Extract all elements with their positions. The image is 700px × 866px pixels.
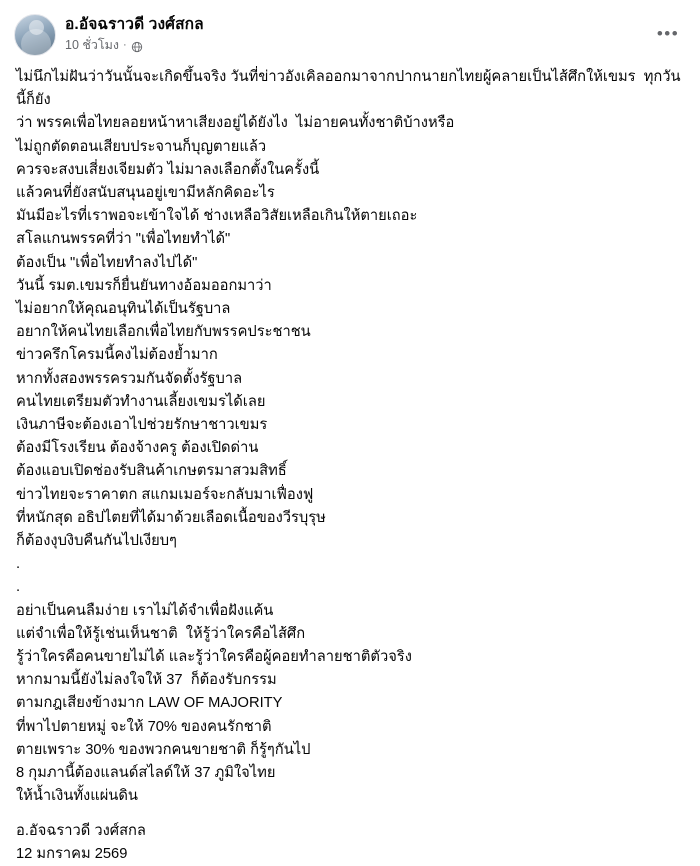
- post-line: ไม่ถูกตัดตอนเสียบประจานก็บุญตายแล้ว: [16, 138, 267, 155]
- post-line: ไม่นึกไม่ฝันว่าวันนั้นจะเกิดขึ้นจริง วันที่ข่าวอังเคิลออกมาจากปากนายกไทยผู้คลายเป็นไส้ศึกให้เขมร ทุกวันนี้ก็ยัง: [16, 69, 681, 109]
- post-line: หากทั้งสองพรรครวมกันจัดตั้งรัฐบาล: [16, 370, 243, 387]
- post-line: ต้องเป็น "เพื่อไทยทำลงไปได้": [16, 254, 198, 271]
- post-line: ต้องแอบเปิดช่องรับสินค้าเกษตรมาสวมสิทธิ์: [16, 463, 287, 480]
- post-line: รู้ว่าใครคือคนขายไม่ได้ และรู้ว่าใครคือผู้คอยทำลายชาติตัวจริง: [16, 649, 412, 666]
- post-line: .: [16, 556, 21, 573]
- post-header: [14, 10, 686, 64]
- post-line: อย่าเป็นคนลืมง่าย เราไม่ได้จำเพื่อฝังแค้น: [16, 602, 274, 619]
- post-line: สโลแกนพรรคที่ว่า "เพื่อไทยทำได้": [16, 231, 231, 248]
- author-name[interactable]: อ.อัจฉราวดี วงศ์สกล: [65, 16, 204, 33]
- post-line: อยากให้คนไทยเลือกเพื่อไทยกับพรรคประชาชน: [16, 324, 311, 341]
- post-date: 12 มกราคม 2569: [16, 845, 128, 862]
- globe-icon: [131, 41, 143, 53]
- post-line: มันมีอะไรที่เราพอจะเข้าใจได้ ช่างเหลือวิสัยเหลือเกินให้ตายเถอะ: [16, 208, 418, 225]
- post-line: ว่า พรรคเพื่อไทยลอยหน้าหาเสียงอยู่ได้ยังไง ไม่อายคนทั้งชาติบ้างหรือ: [16, 115, 455, 132]
- post-line: หากมามนี้ยังไม่ลงใจให้ 37 ก็ต้องรับกรรม: [16, 672, 277, 689]
- post-line: ควรจะสงบเสี่ยงเจียมตัว ไม่มาลงเลือกตั้งในครั้งนี้: [16, 161, 320, 178]
- post-line: วันนี้ รมต.เขมรก็ยื่นยันทางอ้อมออกมาว่า: [16, 277, 272, 294]
- post-line: ต้องมีโรงเรียน ต้องจ้างครู ต้องเปิดด่าน: [16, 440, 259, 457]
- post-body: [14, 64, 686, 866]
- post-timestamp[interactable]: 10 ชั่วโมง: [65, 38, 119, 52]
- post-line: ที่พาไปตายหมู่ จะให้ 70% ของคนรักชาติ: [16, 718, 272, 735]
- post-line: ตายเพราะ 30% ของพวกคนขายชาติ ก็รู้ๆกันไป: [16, 741, 311, 758]
- post-options-button[interactable]: •••: [656, 24, 680, 43]
- post-line-blank: [16, 809, 684, 820]
- post-signature: อ.อัจฉราวดี วงศ์สกล: [16, 822, 146, 839]
- post-line: คนไทยเตรียมตัวทำงานเลี้ยงเขมรได้เลย: [16, 393, 266, 410]
- post-line: ข่าวครึกโครมนี้คงไม่ต้องย้ำมาก: [16, 347, 218, 364]
- post-meta: [65, 37, 204, 54]
- post-line: แต่จำเพื่อให้รู้เช่นเห็นชาติ ให้รู้ว่าใครคือไส้ศึก: [16, 625, 306, 642]
- post-line: ให้น้ำเงินทั้งแผ่นดิน: [16, 788, 138, 805]
- post-line: ข่าวไทยจะราคาตก สแกมเมอร์จะกลับมาเฟื่องฟู: [16, 486, 314, 503]
- avatar[interactable]: [14, 14, 56, 56]
- post-author-block: [65, 14, 204, 54]
- post-line: เงินภาษีจะต้องเอาไปช่วยรักษาชาวเขมร: [16, 417, 268, 434]
- post-line: ไม่อยากให้คุณอนุทินได้เป็นรัฐบาล: [16, 301, 231, 318]
- post-line: 8 กุมภานี้ต้องแลนด์สไลด์ให้ 37 ภูมิใจไทย: [16, 765, 276, 782]
- meta-separator: ·: [122, 39, 127, 51]
- post-line: ที่หนักสุด อธิปไตยที่ได้มาด้วยเลือดเนื้อของวีรบุรุษ: [16, 509, 326, 526]
- post-line: แล้วคนที่ยังสนับสนุนอยู่เขามีหลักคิดอะไร: [16, 185, 275, 202]
- post-line: .: [16, 579, 21, 596]
- post-line: ตามกฎเสียงข้างมาก LAW OF MAJORITY: [16, 695, 283, 712]
- post-line: ก็ต้องงุบงิบคืนกันไปเงียบๆ: [16, 533, 177, 550]
